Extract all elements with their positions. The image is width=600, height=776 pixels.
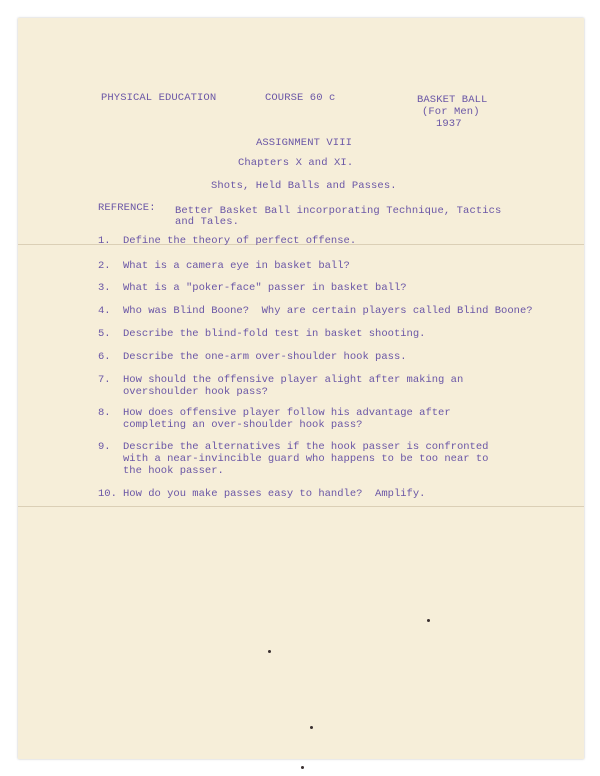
chapters-line: Chapters X and XI. — [238, 157, 354, 169]
header-year: 1937 — [436, 118, 462, 130]
question-text-line: What is a "poker-face" passer in basket ball? — [123, 282, 407, 294]
question-text-line: overshoulder hook pass? — [123, 386, 268, 398]
reference-label: REFRENCE: — [98, 202, 156, 214]
question-text-line: Define the theory of perfect offense. — [123, 235, 357, 247]
fold-line-lower — [18, 506, 584, 507]
question-number: 3. — [98, 282, 111, 294]
header-department: PHYSICAL EDUCATION — [101, 92, 217, 104]
question-text-line: completing an over-shoulder hook pass? — [123, 419, 363, 431]
question-text-line: Describe the blind-fold test in basket shooting. — [123, 328, 426, 340]
header-subject: BASKET BALL — [417, 94, 488, 106]
reference-line-2: and Tales. — [175, 216, 240, 228]
question-number: 5. — [98, 328, 111, 340]
question-number: 6. — [98, 351, 111, 363]
question-text-line: How do you make passes easy to handle? Amplify. — [123, 488, 426, 500]
reference-line-1: Better Basket Ball incorporating Technique, Tactics — [175, 205, 502, 217]
question-number: 8. — [98, 407, 111, 419]
question-number: 4. — [98, 305, 111, 317]
question-number: 2. — [98, 260, 111, 272]
question-number: 7. — [98, 374, 111, 386]
header-audience: (For Men) — [422, 106, 480, 118]
question-text-line: Describe the alternatives if the hook passer is confronted — [123, 441, 489, 453]
question-number: 1. — [98, 235, 111, 247]
ink-speck — [427, 619, 430, 622]
ink-speck — [301, 766, 304, 769]
topic-line: Shots, Held Balls and Passes. — [211, 180, 397, 192]
question-text-line: the hook passer. — [123, 465, 224, 477]
question-text-line: How does offensive player follow his advantage after — [123, 407, 451, 419]
question-text-line: with a near-invincible guard who happens to be too near to — [123, 453, 489, 465]
question-text-line: Who was Blind Boone? Why are certain players called Blind Boone? — [123, 305, 533, 317]
header-course: COURSE 60 c — [265, 92, 336, 104]
question-text-line: What is a camera eye in basket ball? — [123, 260, 350, 272]
question-text-line: Describe the one-arm over-shoulder hook pass. — [123, 351, 407, 363]
ink-speck — [310, 726, 313, 729]
question-number: 9. — [98, 441, 111, 453]
ink-speck — [268, 650, 271, 653]
document-page — [18, 18, 584, 759]
question-text-line: How should the offensive player alight after making an — [123, 374, 464, 386]
question-number: 10. — [98, 488, 117, 500]
assignment-title: ASSIGNMENT VIII — [256, 137, 353, 149]
